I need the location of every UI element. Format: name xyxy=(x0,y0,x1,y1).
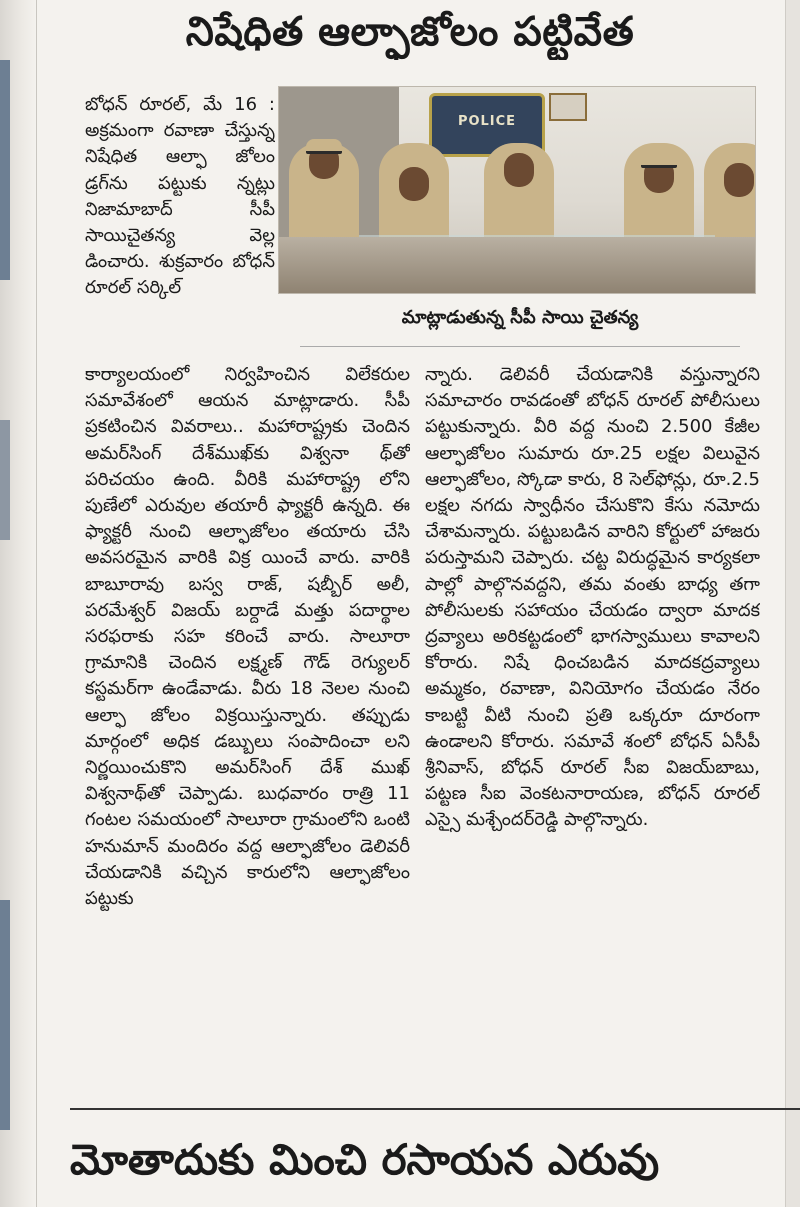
police-emblem: POLICE xyxy=(429,93,545,157)
section-divider xyxy=(70,1108,800,1110)
next-article-headline: మోతాదుకు మించి రసాయన ఎరువు xyxy=(70,1135,660,1184)
adjacent-page-strip xyxy=(0,0,37,1207)
article-top-column: బోధన్ రూరల్, మే 16 : అక్రమంగా రవాణా చేస్తున్న నిషేధిత ఆల్ఫా జోలం డ్రగ్‌ను పట్టుకు న్నట్లు నిజామాబాద్ సీపీ సాయిచైతన్య వెల్ల డించారు. శుక్రవారం బోధన్ రూరల్ సర్కిల్ xyxy=(85,94,275,299)
article-headline: నిషేధిత ఆల్ఫాజోలం పట్టివేత xyxy=(185,9,635,55)
article-column-1: కార్యాలయంలో నిర్వహించిన విలేకరుల సమావేశంలో ఆయన మాట్లాడారు. సీపీ ప్రకటించిన వివరాలు.. మహారాష్ట్రకు చెందిన అమర్‌సింగ్ దేశ్‌ముఖ్‌కు విశ్వనా థ్‌తో పరిచయం ఉంది. వీరికి మహారాష్ట్ర లోని పుణేలో ఎరువుల తయారీ ఫ్యాక్టరీ ఉన్నది. ఈ ఫ్యాక్టరీ నుంచి ఆల్ఫాజోలం తయారు చేసి అవసరమైన వారికి విక్ర యించే వారు. వారికి బాబూరావు బస్వ రాజ్, షబ్బీర్ అలీ, పరమేశ్వర్ విజయ్ బర్దాడే మత్తు పదార్థాల సరఫరాకు సహ కరించే వారు. సాలూరా గ్రామానికి చెందిన లక్ష్మణ్ గౌడ్ రెగ్యులర్ కస్టమర్‌గా ఉండేవాడు. వీరు 18 నెలల నుంచి ఆల్ఫా జోలం విక్రయిస్తున్నారు. తప్పుడు మార్గంలో అధిక డబ్బులు సంపాదించా లని నిర్ణయించుకొని అమర్‌సింగ్ దేశ్ ముఖ్ విశ్వనాథ్‌తో చెప్పాడు. బుధవారం రాత్రి 11 గంటల సమయంలో సాలూరా గ్రామంలోని ఒంటి హనుమాన్ మందిరం వద్ద ఆల్ఫాజోలం డెలివరీ చేయడానికి వచ్చిన కారులోని ఆల్ఫాజోలం పట్టుకు xyxy=(85,364,410,910)
adjacent-page-strip-right xyxy=(785,0,800,1207)
caption-divider xyxy=(300,346,740,347)
adjacent-photo-fragment xyxy=(0,900,10,1130)
article-column-2: న్నారు. డెలివరీ చేయడానికి వస్తున్నారని సమాచారం రావడంతో బోధన్ రూరల్ పోలీసులు పట్టుకున్నారు. వీరి వద్ద నుంచి 2.500 కేజీల ఆల్ఫాజోలం సుమారు రూ.25 లక్షల విలువైన ఆల్ఫాజోలం, స్కోడా కారు, 8 సెల్‌ఫోన్లు, రూ.2.5 లక్షల నగదు స్వాధీనం చేసుకొని కేసు నమోదు చేశామన్నారు. పట్టుబడిన వారిని కోర్టులో హాజరు పరుస్తామని చెప్పారు. చట్ట విరుద్ధమైన కార్యకలా పాల్లో పాల్గొనవద్దని, తమ వంతు బాధ్య తగా పోలీసులకు సహాయం చేయడం ద్వారా మాదక ద్రవ్యాలు అరికట్టడంలో భాగస్వాములు కావాలని కోరారు. నిషే ధించబడిన మాదకద్రవ్యాలు అమ్మకం, రవాణా, వినియోగం చేయడం నేరం కాబట్టి వీటి నుంచి ప్రతి ఒక్కరూ దూరంగా ఉండాలని కోరారు. సమావే శంలో బోధన్ ఏసీపీ శ్రీనివాస్, బోధన్ రూరల్ సీఐ విజయ్‌బాబు, పట్టణ సీఐ వెంకటనారాయణ, బోధన్ రూరల్ ఎస్సై మశ్చేందర్‌రెడ్డి పాల్గొన్నారు. xyxy=(425,364,760,831)
adjacent-photo-fragment xyxy=(0,420,10,540)
adjacent-photo-fragment xyxy=(0,60,10,280)
photo-caption: మాట్లాడుతున్న సీపీ సాయి చైతన్య xyxy=(401,307,639,328)
press-meet-photo xyxy=(278,86,756,294)
